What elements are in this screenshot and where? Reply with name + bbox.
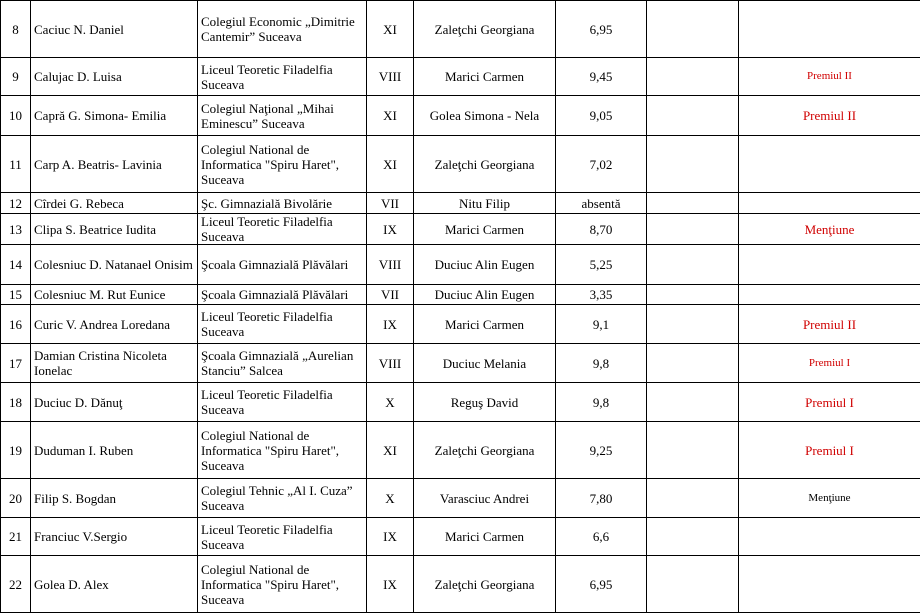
empty-cell: [647, 518, 739, 556]
student-name: Golea D. Alex: [31, 556, 198, 613]
teacher-name: Duciuc Melania: [414, 344, 556, 383]
row-number: 16: [1, 305, 31, 344]
teacher-name: Marici Carmen: [414, 214, 556, 245]
row-number: 8: [1, 1, 31, 58]
award: Premiul I: [739, 422, 920, 479]
table-row: [1, 518, 920, 556]
score: 9,45: [556, 58, 647, 96]
class-level: XI: [367, 96, 414, 136]
school-name: Colegiul Naţional „Mihai Eminescu” Suceava: [198, 96, 367, 136]
table-row: [1, 214, 920, 245]
empty-cell: [647, 556, 739, 613]
table-row: [1, 285, 920, 305]
student-name: Capră G. Simona- Emilia: [31, 96, 198, 136]
empty-cell: [647, 214, 739, 245]
class-level: XI: [367, 422, 414, 479]
teacher-name: Varasciuc Andrei: [414, 479, 556, 518]
row-number: 15: [1, 285, 31, 305]
award: Premiul II: [739, 96, 920, 136]
class-level: XI: [367, 1, 414, 58]
teacher-name: Marici Carmen: [414, 518, 556, 556]
award: Premiul II: [739, 305, 920, 344]
score: 7,80: [556, 479, 647, 518]
teacher-name: Duciuc Alin Eugen: [414, 285, 556, 305]
teacher-name: Zaleţchi Georgiana: [414, 422, 556, 479]
score: 5,25: [556, 245, 647, 285]
student-name: Colesniuc D. Natanael Onisim: [31, 245, 198, 285]
award: Menţiune: [739, 214, 920, 245]
school-name: Şcoala Gimnazială „Aurelian Stanciu” Salcea: [198, 344, 367, 383]
school-name: Liceul Teoretic Filadelfia Suceava: [198, 305, 367, 344]
empty-cell: [647, 136, 739, 193]
table-row: [1, 479, 920, 518]
class-level: X: [367, 479, 414, 518]
score: 6,95: [556, 1, 647, 58]
score: 9,8: [556, 383, 647, 422]
class-level: XI: [367, 136, 414, 193]
student-name: Duciuc D. Dănuţ: [31, 383, 198, 422]
table-row: [1, 136, 920, 193]
table-row: [1, 383, 920, 422]
student-name: Duduman I. Ruben: [31, 422, 198, 479]
school-name: Colegiul National de Informatica "Spiru Haret", Suceava: [198, 556, 367, 613]
class-level: IX: [367, 214, 414, 245]
table-row: [1, 305, 920, 344]
class-level: X: [367, 383, 414, 422]
award: [739, 1, 920, 58]
award: [739, 193, 920, 214]
table-row: [1, 422, 920, 479]
row-number: 17: [1, 344, 31, 383]
school-name: Liceul Teoretic Filadelfia Suceava: [198, 383, 367, 422]
empty-cell: [647, 96, 739, 136]
student-name: Carp A. Beatris- Lavinia: [31, 136, 198, 193]
class-level: IX: [367, 305, 414, 344]
empty-cell: [647, 422, 739, 479]
class-level: VIII: [367, 245, 414, 285]
row-number: 11: [1, 136, 31, 193]
student-name: Colesniuc M. Rut Eunice: [31, 285, 198, 305]
empty-cell: [647, 285, 739, 305]
score: 6,95: [556, 556, 647, 613]
school-name: Liceul Teoretic Filadelfia Suceava: [198, 58, 367, 96]
teacher-name: Reguş David: [414, 383, 556, 422]
student-name: Clipa S. Beatrice Iudita: [31, 214, 198, 245]
school-name: Liceul Teoretic Filadelfia Suceava: [198, 214, 367, 245]
award: [739, 556, 920, 613]
class-level: VII: [367, 285, 414, 305]
teacher-name: Nitu Filip: [414, 193, 556, 214]
class-level: VIII: [367, 58, 414, 96]
score: 6,6: [556, 518, 647, 556]
award: [739, 518, 920, 556]
score: 9,25: [556, 422, 647, 479]
row-number: 21: [1, 518, 31, 556]
table-row: [1, 96, 920, 136]
row-number: 22: [1, 556, 31, 613]
table-row: [1, 556, 920, 613]
class-level: VII: [367, 193, 414, 214]
teacher-name: Marici Carmen: [414, 305, 556, 344]
table-row: [1, 193, 920, 214]
row-number: 12: [1, 193, 31, 214]
school-name: Colegiul National de Informatica "Spiru Haret", Suceava: [198, 422, 367, 479]
row-number: 10: [1, 96, 31, 136]
teacher-name: Marici Carmen: [414, 58, 556, 96]
row-number: 9: [1, 58, 31, 96]
empty-cell: [647, 58, 739, 96]
school-name: Colegiul Economic „Dimitrie Cantemir” Suceava: [198, 1, 367, 58]
school-name: Colegiul National de Informatica "Spiru Haret", Suceava: [198, 136, 367, 193]
score: 9,05: [556, 96, 647, 136]
row-number: 18: [1, 383, 31, 422]
teacher-name: Zaleţchi Georgiana: [414, 136, 556, 193]
student-name: Franciuc V.Sergio: [31, 518, 198, 556]
empty-cell: [647, 245, 739, 285]
row-number: 14: [1, 245, 31, 285]
empty-cell: [647, 193, 739, 214]
table-row: [1, 58, 920, 96]
empty-cell: [647, 344, 739, 383]
class-level: VIII: [367, 344, 414, 383]
row-number: 19: [1, 422, 31, 479]
empty-cell: [647, 479, 739, 518]
school-name: Şcoala Gimnazială Plăvălari: [198, 285, 367, 305]
class-level: IX: [367, 556, 414, 613]
student-name: Damian Cristina Nicoleta Ionelac: [31, 344, 198, 383]
teacher-name: Golea Simona - Nela: [414, 96, 556, 136]
award: [739, 136, 920, 193]
award: Premiul I: [739, 383, 920, 422]
school-name: Colegiul Tehnic „Al I. Cuza” Suceava: [198, 479, 367, 518]
score: 7,02: [556, 136, 647, 193]
school-name: Şc. Gimnazială Bivolărie: [198, 193, 367, 214]
award: [739, 285, 920, 305]
table-row: [1, 245, 920, 285]
student-name: Cîrdei G. Rebeca: [31, 193, 198, 214]
empty-cell: [647, 1, 739, 58]
score: 9,1: [556, 305, 647, 344]
empty-cell: [647, 305, 739, 344]
row-number: 20: [1, 479, 31, 518]
school-name: Şcoala Gimnazială Plăvălari: [198, 245, 367, 285]
teacher-name: Zaleţchi Georgiana: [414, 556, 556, 613]
student-name: Curic V. Andrea Loredana: [31, 305, 198, 344]
student-name: Caciuc N. Daniel: [31, 1, 198, 58]
teacher-name: Zaleţchi Georgiana: [414, 1, 556, 58]
award: Premiul II: [739, 58, 920, 96]
school-name: Liceul Teoretic Filadelfia Suceava: [198, 518, 367, 556]
award: [739, 245, 920, 285]
student-name: Calujac D. Luisa: [31, 58, 198, 96]
score: absentă: [556, 193, 647, 214]
score: 3,35: [556, 285, 647, 305]
table-row: [1, 1, 920, 58]
class-level: IX: [367, 518, 414, 556]
empty-cell: [647, 383, 739, 422]
row-number: 13: [1, 214, 31, 245]
teacher-name: Duciuc Alin Eugen: [414, 245, 556, 285]
award: Premiul I: [739, 344, 920, 383]
score: 9,8: [556, 344, 647, 383]
table-row: [1, 344, 920, 383]
award: Menţiune: [739, 479, 920, 518]
student-name: Filip S. Bogdan: [31, 479, 198, 518]
score: 8,70: [556, 214, 647, 245]
